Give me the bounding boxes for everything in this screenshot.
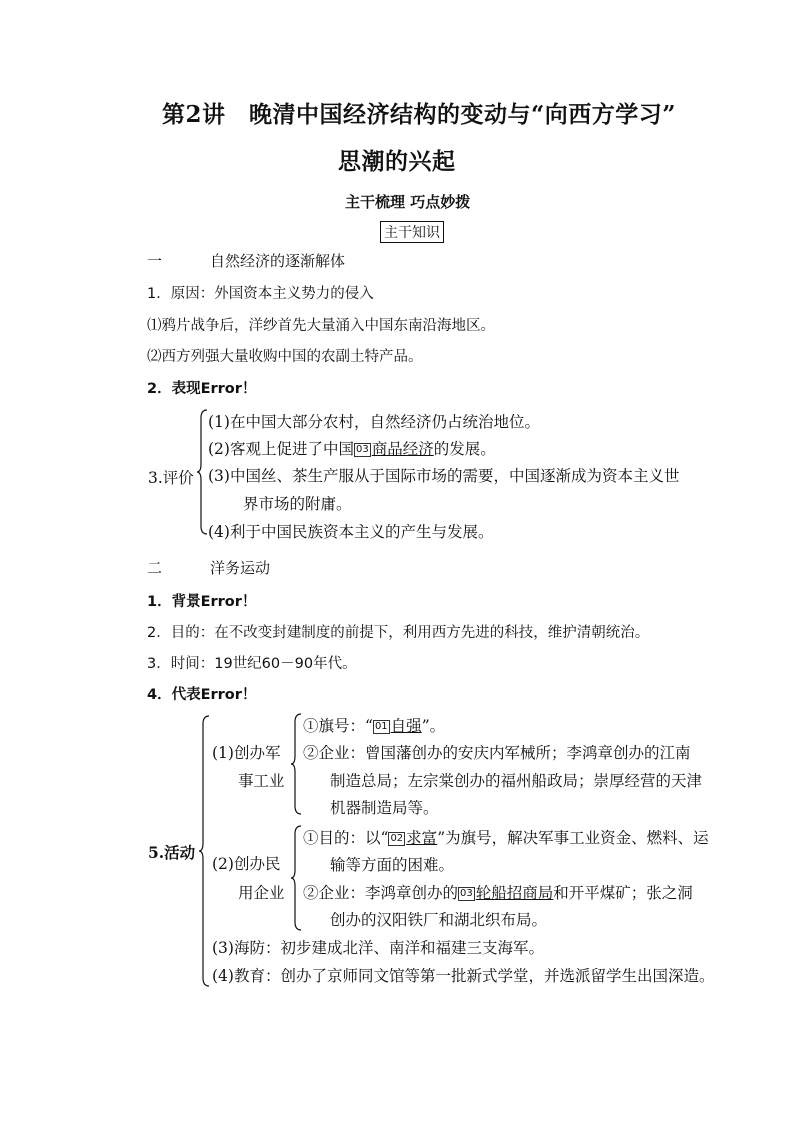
goal-suffix: ”为旗号，解决军事工业资金、燃料、运: [437, 829, 709, 847]
s2-education: (4)教育：创办了京师同文馆等第一批新式学堂，并选派留学生出国深造。: [212, 967, 715, 985]
section2-number: 二: [147, 559, 163, 577]
s2-activity-label: 5.活动: [148, 843, 196, 862]
flag-prefix: ①旗号：“: [303, 717, 373, 735]
s2-activity-brace: [198, 714, 210, 988]
marker-02: 02: [390, 833, 404, 844]
subtitle: 主干梳理 巧点妙拨: [345, 193, 471, 211]
s2-military-label-1: (1)创办军: [212, 744, 281, 762]
section1-number: 一: [147, 252, 163, 270]
s2-item-time: 3．时间：19世纪60－90年代。: [147, 656, 357, 672]
s2-civil-brace: [290, 824, 302, 932]
s1-eval-2-text: (2)客观上促进了中国: [208, 440, 354, 458]
flag-suffix: ”。: [421, 717, 446, 735]
s2-civil-goal-1: [303, 826, 709, 848]
civil-ent-prefix: ②企业：李鸿章创办的: [303, 884, 459, 902]
section2-heading: 洋务运动: [210, 559, 271, 577]
s2-civil-label-1: (2)创办民: [212, 855, 281, 873]
title-line-1: 第2讲 晚清中国经济结构的变动与“向西方学习”: [162, 101, 676, 128]
s2-military-ent-3: 机器制造局等。: [330, 799, 439, 817]
s1-item-manifest: 2．表现Error！: [147, 381, 257, 397]
s2-civil-ent-1: [303, 881, 693, 903]
goal-prefix: ①目的：以“: [303, 829, 389, 847]
s1-item-cause: 1．原因：外国资本主义势力的侵入: [147, 286, 374, 302]
s1-item-cause-2: ⑵西方列强大量收购中国的农副土特产品。: [147, 349, 423, 365]
flag-answer: 自强: [390, 717, 422, 735]
title-line-2: 思潮的兴起: [338, 148, 456, 175]
s1-eval-label: 3.评价: [148, 469, 194, 487]
marker-03b: 03: [460, 888, 473, 899]
civil-ent-suffix: 和开平煤矿；张之洞: [553, 884, 693, 902]
s2-military-label-2: 事工业: [238, 772, 285, 790]
s2-item-representative: 4．代表Error！: [147, 687, 257, 703]
s1-eval-3: (3)中国丝、茶生产服从于国际市场的需要，中国逐渐成为资本主义世: [208, 467, 680, 485]
s1-eval-1: (1)在中国大部分农村，自然经济仍占统治地位。: [208, 413, 540, 431]
goal-answer: 求富: [406, 829, 438, 847]
s1-eval-2-tail: 的发展。: [433, 440, 496, 458]
main-knowledge-box: 主干知识: [380, 221, 444, 243]
s2-item-purpose: 2．目的：在不改变封建制度的前提下，利用西方先进的科技，维护清朝统治。: [147, 625, 650, 641]
civil-ent-answer: 轮船招商局: [475, 884, 554, 902]
marker-01: 01: [374, 721, 388, 732]
s1-eval-3-cont: 界市场的附庸。: [243, 495, 352, 513]
s2-military-flag: [303, 714, 445, 736]
s1-eval-brace: [196, 408, 208, 536]
section1-heading: 自然经济的逐渐解体: [210, 252, 346, 270]
s1-eval-2-answer: 商品经济: [371, 440, 434, 458]
s1-item-cause-1: ⑴鸦片战争后，洋纱首先大量涌入中国东南沿海地区。: [147, 318, 495, 334]
s2-military-ent-2: 制造总局；左宗棠创办的福州船政局；崇厚经营的天津: [330, 772, 703, 790]
s1-eval-2: [208, 437, 496, 459]
s2-military-ent-1: ②企业：曾国藩创办的安庆内军械所；李鸿章创办的江南: [303, 744, 691, 762]
s2-civil-goal-2: 输等方面的困难。: [330, 856, 455, 874]
s2-military-brace: [290, 712, 302, 816]
s2-civil-ent-2: 创办的汉阳铁厂和湖北织布局。: [330, 911, 548, 929]
s2-civil-label-2: 用企业: [238, 884, 285, 902]
s2-navy: (3)海防：初步建成北洋、南洋和福建三支海军。: [212, 939, 544, 957]
s2-item-background: 1．背景Error！: [147, 594, 257, 610]
s1-eval-4: (4)利于中国民族资本主义的产生与发展。: [208, 523, 494, 541]
marker-03: 03: [355, 444, 369, 455]
